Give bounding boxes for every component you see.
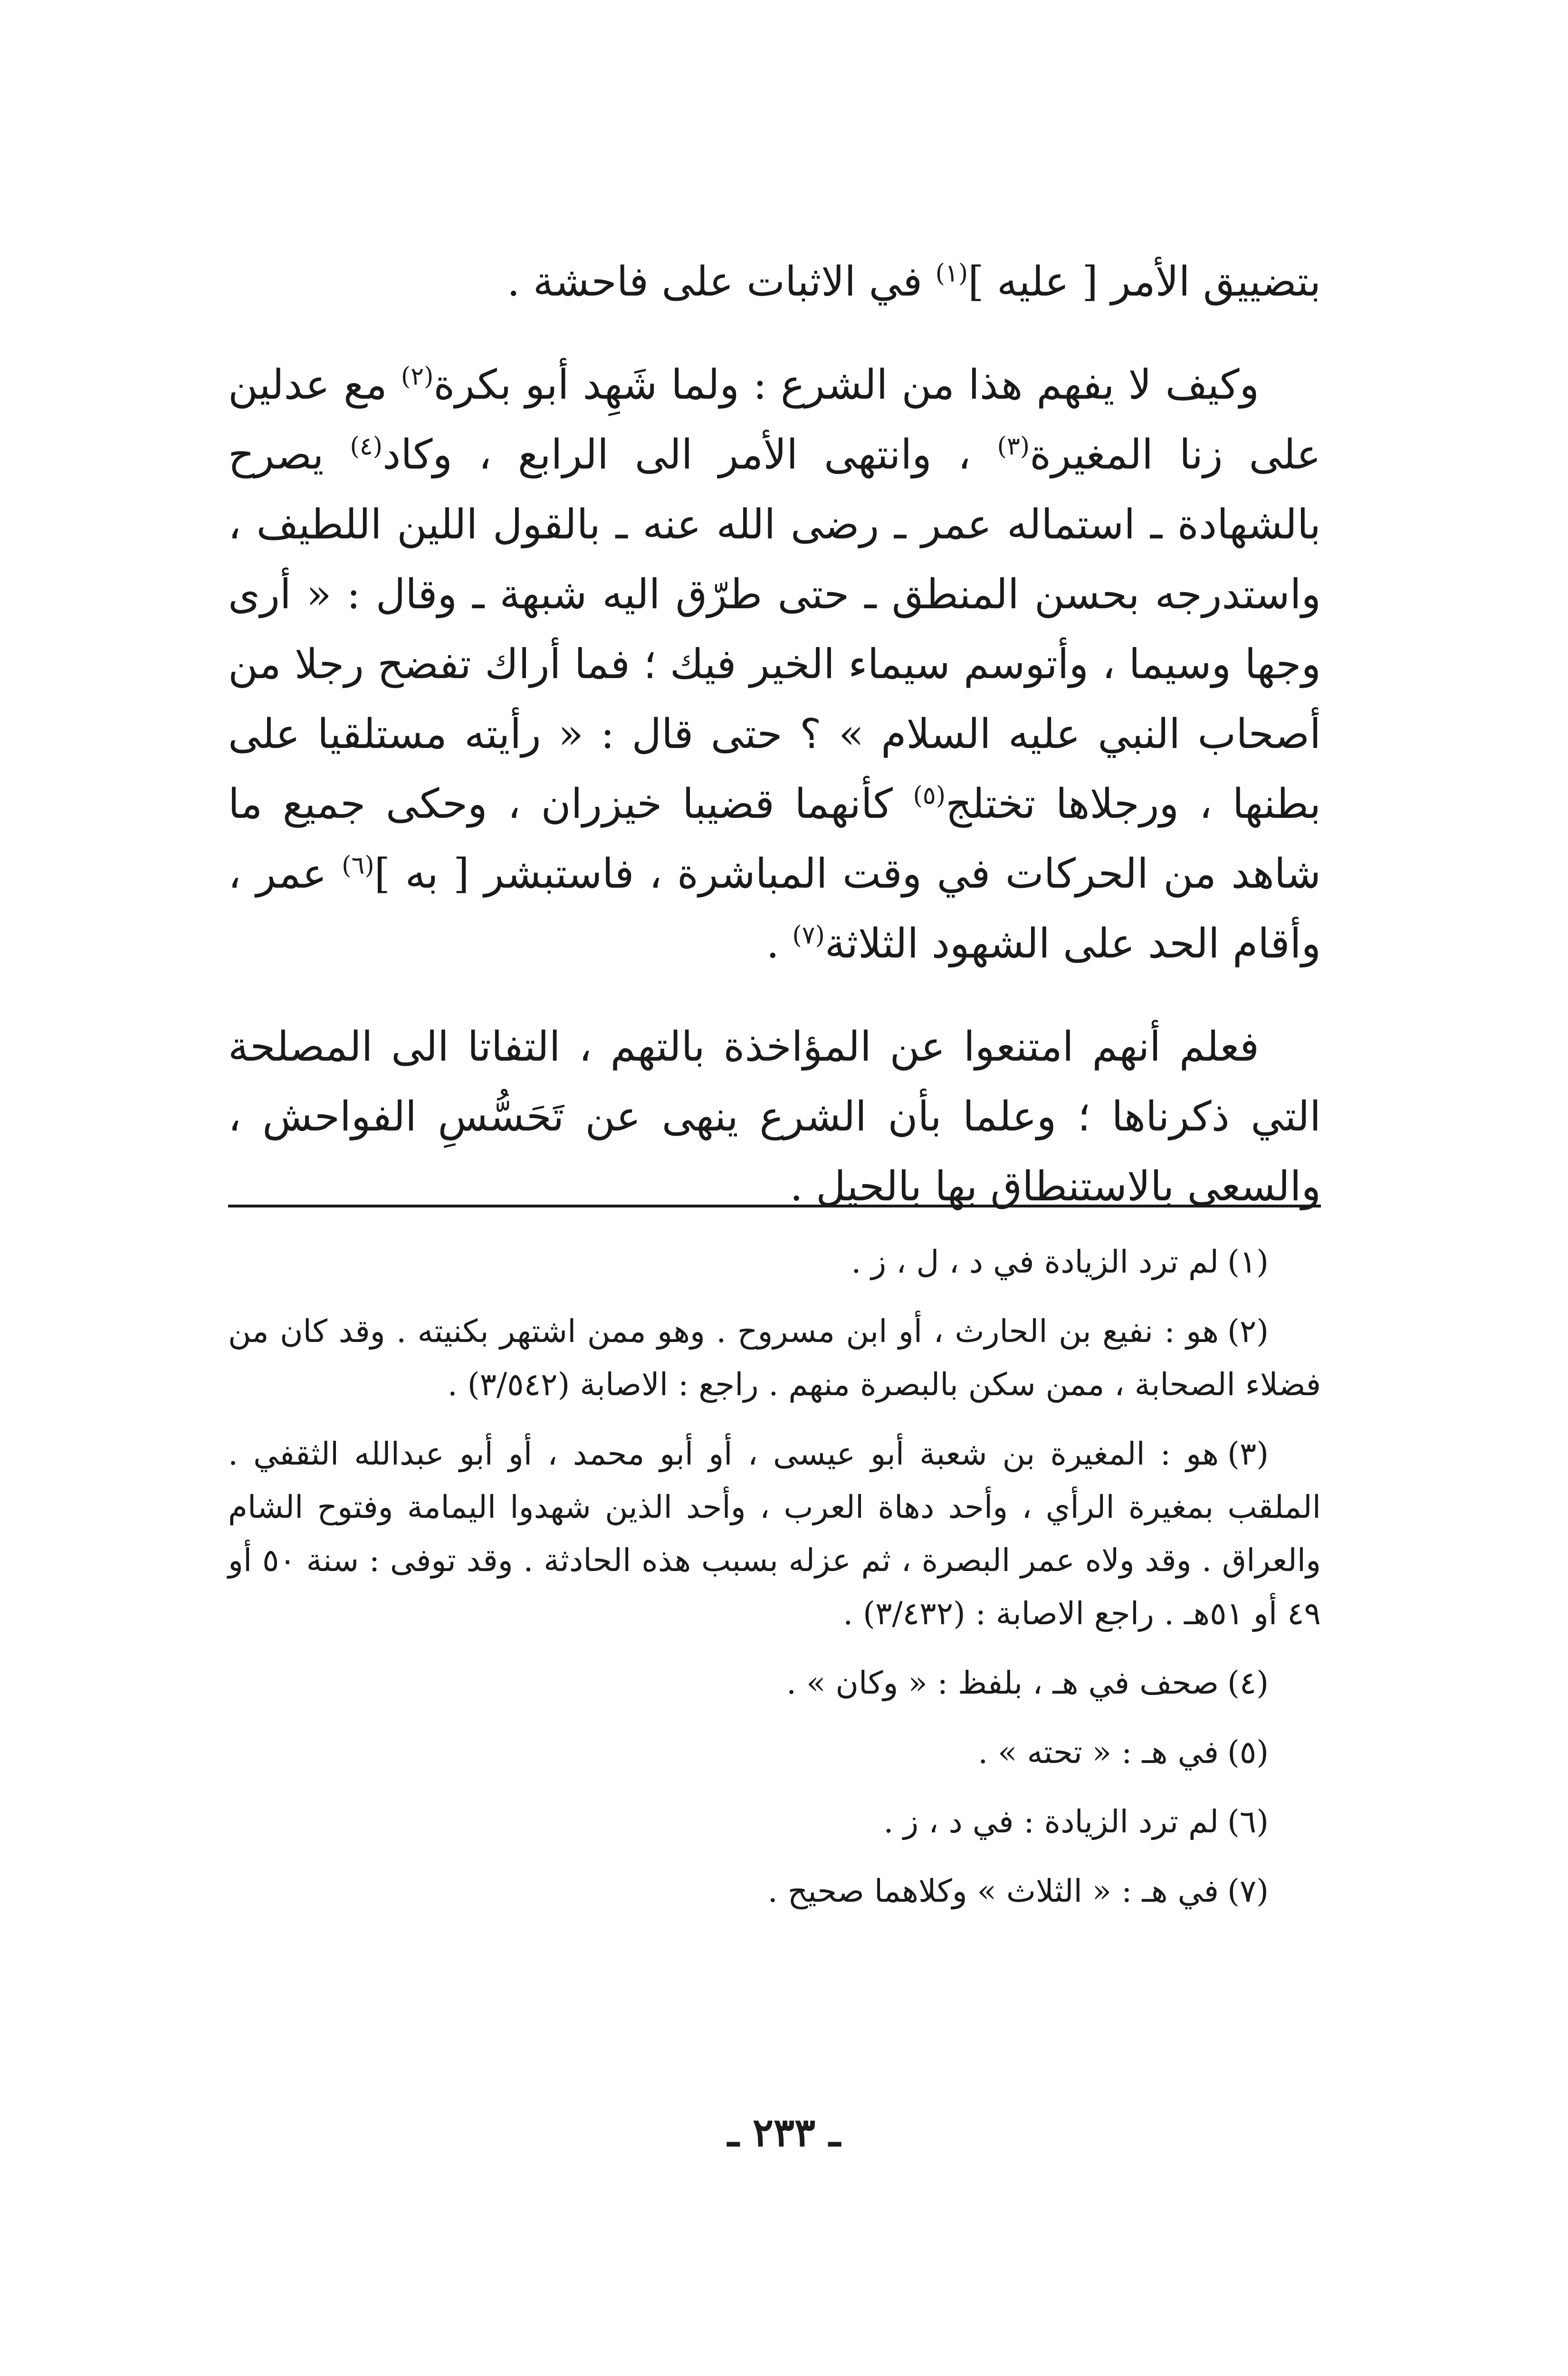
footnote-text: هو : المغيرة بن شعبة أبو عيسى ، أو أبو محمد ، أو أبو عبدالله الثقفي . الملقب بمغيرة الرأي ، وأحد دهاة العرب ، وأحد الذين شهدوا اليمامة وفتوح الشام والعراق . وقد ولاه عمر البصرة ، ثم عزله بسبب هذه الحادثة . وقد توفى : سنة ٥٠ أو ٤٩ أو ٥١هـ . راجع الاصابة : (٣/٤٣٢) . <box>228 1436 1321 1632</box>
text-run: وكيف لا يفهم هذا من الشرع : ولما شَهِد أبو بكرة <box>433 361 1259 409</box>
footnote-2 <box>228 1305 1321 1411</box>
text-run: في الاثبات على فاحشة . <box>507 258 936 306</box>
footnote-number: (٥) <box>1227 1734 1269 1771</box>
paragraph-conclusion: فعلم أنهم امتنعوا عن المؤاخذة بالتهم ، التفاتا الى المصلحة التي ذكرناها ؛ وعلما بأن الشرع ينهى عن تَحَسُّسِ الفواحش ، والسعى بالاستنطاق بها بالحيل . <box>228 1023 1321 1210</box>
page-number: ـ ٢٣٣ ـ <box>727 2110 841 2156</box>
text-run: عمر ، وأقام الحد على الشهود الثلاثة <box>228 850 1321 968</box>
footnote-text: في هـ : « الثلاث » وكلاهما صحيح . <box>767 1873 1219 1909</box>
footnote-ref: (٦) <box>342 851 374 880</box>
paragraph-abu-bakra <box>228 350 1321 979</box>
footnote-text: صحف في هـ ، بلفظ : « وكان » . <box>786 1665 1219 1701</box>
footnote-ref: (١) <box>935 259 968 288</box>
footnote-5 <box>228 1726 1321 1779</box>
text-run: ، وانتهى الأمر الى الرابع ، وكاد <box>382 431 997 479</box>
footnote-text: هو : نفيع بن الحارث ، أو ابن مسروح . وهو ممن اشتهر بكنيته . وقد كان من فضلاء الصحابة ، ممن سكن بالبصرة منهم . راجع : الاصابة (٣/٥٤٢) . <box>228 1313 1321 1403</box>
footnote-ref: (٥) <box>913 781 946 810</box>
footnote-number: (٣) <box>1227 1436 1269 1472</box>
text-run: بتضييق الأمر [ عليه ] <box>968 258 1321 306</box>
text-run: مع عدلين على زنا المغيرة <box>228 361 1321 479</box>
text-run: كأنهما قضيبا خيزران ، وحكى جميع ما شاهد من الحركات في وقت المباشرة ، فاستبشر [ به ] <box>228 780 1321 898</box>
main-text <box>228 247 1321 1255</box>
footnote-number: (٧) <box>1227 1873 1269 1909</box>
footnote-text: في هـ : « تحته » . <box>978 1734 1219 1771</box>
footnote-7 <box>228 1865 1321 1918</box>
footnotes <box>228 1236 1321 1934</box>
footnote-text: لم ترد الزيادة في د ، ل ، ز . <box>851 1244 1219 1280</box>
opening-line <box>228 247 1321 317</box>
footnote-3 <box>228 1428 1321 1640</box>
footnote-ref: (٤) <box>350 432 383 461</box>
text-run: يصرح بالشهادة ـ استماله عمر ـ رضى الله عنه ـ بالقول اللين اللطيف ، واستدرجه بحسن المنطق ـ حتى طرّق اليه شبهة ـ وقال : « أرى وجها وسيما ، وأتوسم سيماء الخير فيك ؛ فما أراك تفضح رجلا من أصحاب النبي عليه السلام » ؟ حتى قال : « رأيته مستلقيا على بطنها ، ورجلاها تختلج <box>228 431 1321 828</box>
footnote-number: (٢) <box>1227 1313 1269 1350</box>
footnote-ref: (٧) <box>792 921 825 950</box>
footnote-4 <box>228 1657 1321 1710</box>
footnote-number: (٤) <box>1227 1665 1269 1701</box>
footnote-number: (٦) <box>1227 1803 1269 1840</box>
footnote-1 <box>228 1236 1321 1289</box>
footnote-text: لم ترد الزيادة : في د ، ز . <box>883 1803 1219 1840</box>
footnote-separator <box>228 1205 1321 1207</box>
footnote-ref: (٣) <box>997 432 1030 461</box>
footnote-6 <box>228 1795 1321 1849</box>
footnote-number: (١) <box>1227 1244 1269 1280</box>
footnote-ref: (٢) <box>401 362 434 391</box>
text-run: . <box>766 920 793 968</box>
